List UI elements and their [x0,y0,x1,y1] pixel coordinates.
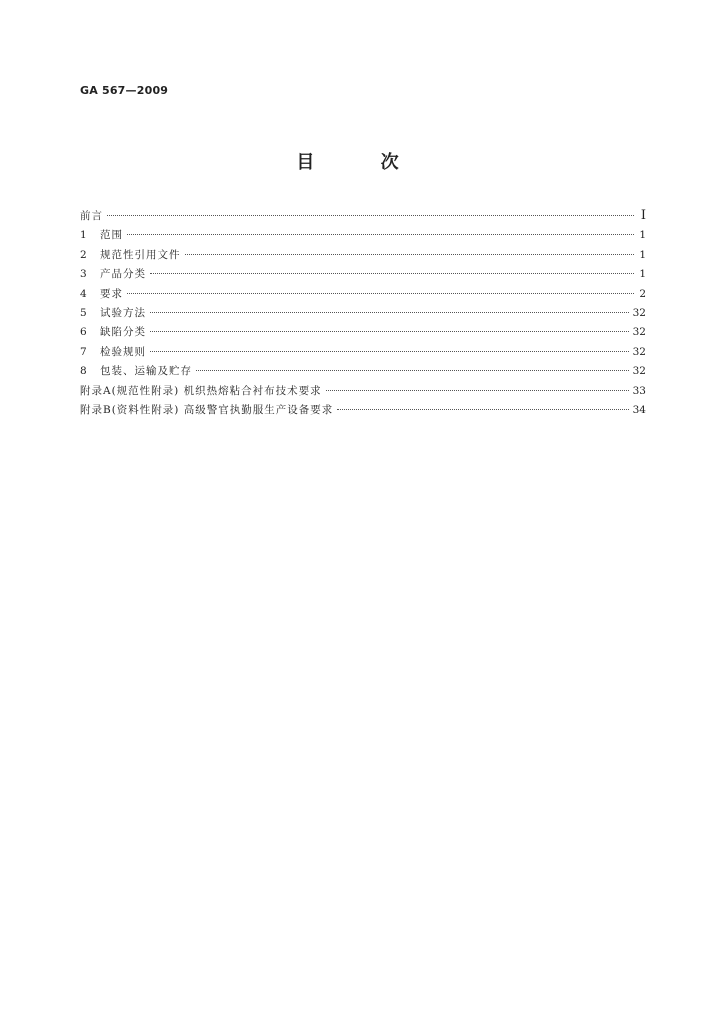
toc-entry-page: 32 [632,306,646,319]
toc-leader-dots [150,312,629,313]
standard-number: GA 567—2009 [80,84,169,97]
toc-entry-test-methods[interactable] [80,305,646,324]
toc-entry-title: 附录A(规范性附录) 机织热熔粘合衬布技术要求 [80,384,322,397]
toc-entry-number: 8 [80,365,87,378]
toc-entry-title: 附录B(资料性附录) 高级警官执勤服生产设备要求 [80,403,334,416]
page-title: 目 次 [296,152,429,173]
toc-entry-number: 4 [80,287,87,300]
toc-entry-page: 1 [639,229,646,242]
toc-entry-page: Ⅰ [640,208,646,223]
toc-entry-page: 32 [632,345,646,358]
toc-entry-title: 包装、运输及贮存 [100,365,192,378]
toc-entry-page: 1 [639,248,646,261]
toc-leader-dots [107,215,634,216]
toc-entry-page: 33 [632,384,646,397]
toc-entry-inspection-rules[interactable] [80,344,646,363]
toc-entry-page: 34 [632,403,646,416]
toc-entry-product-classification[interactable] [80,266,646,285]
toc-entry-title: 前言 [80,210,103,222]
table-of-contents [80,208,646,421]
toc-entry-page: 1 [639,268,646,281]
toc-leader-dots [127,293,634,294]
toc-entry-number: 7 [80,345,87,358]
toc-entry-number: 5 [80,306,87,319]
toc-leader-dots [337,409,628,410]
toc-leader-dots [150,351,629,352]
toc-entry-packaging-transport-storage[interactable] [80,363,646,382]
toc-entry-normative-references[interactable] [80,247,646,266]
toc-leader-dots [196,370,629,371]
toc-leader-dots [185,254,635,255]
toc-entry-number: 1 [80,229,87,242]
toc-entry-number: 2 [80,248,87,261]
toc-entry-annex-b[interactable] [80,402,646,421]
toc-entry-title: 范围 [100,229,123,242]
toc-leader-dots [127,234,634,235]
toc-entry-page: 2 [639,287,646,300]
toc-entry-title: 检验规则 [100,345,146,358]
toc-entry-defect-classification[interactable] [80,324,646,343]
toc-entry-annex-a[interactable] [80,383,646,402]
toc-entry-title: 规范性引用文件 [100,248,181,261]
toc-entry-title: 缺陷分类 [100,326,146,339]
toc-leader-dots [326,390,629,391]
toc-entry-number: 6 [80,326,87,339]
toc-entry-requirements[interactable] [80,286,646,305]
toc-entry-title: 产品分类 [100,268,146,281]
toc-entry-page: 32 [632,365,646,378]
toc-entry-number: 3 [80,268,87,281]
toc-entry-title: 试验方法 [100,306,146,319]
toc-entry-title: 要求 [100,287,123,300]
toc-leader-dots [150,331,629,332]
toc-leader-dots [150,273,634,274]
toc-entry-foreword[interactable] [80,208,646,227]
toc-entry-scope[interactable] [80,227,646,246]
toc-entry-page: 32 [632,326,646,339]
